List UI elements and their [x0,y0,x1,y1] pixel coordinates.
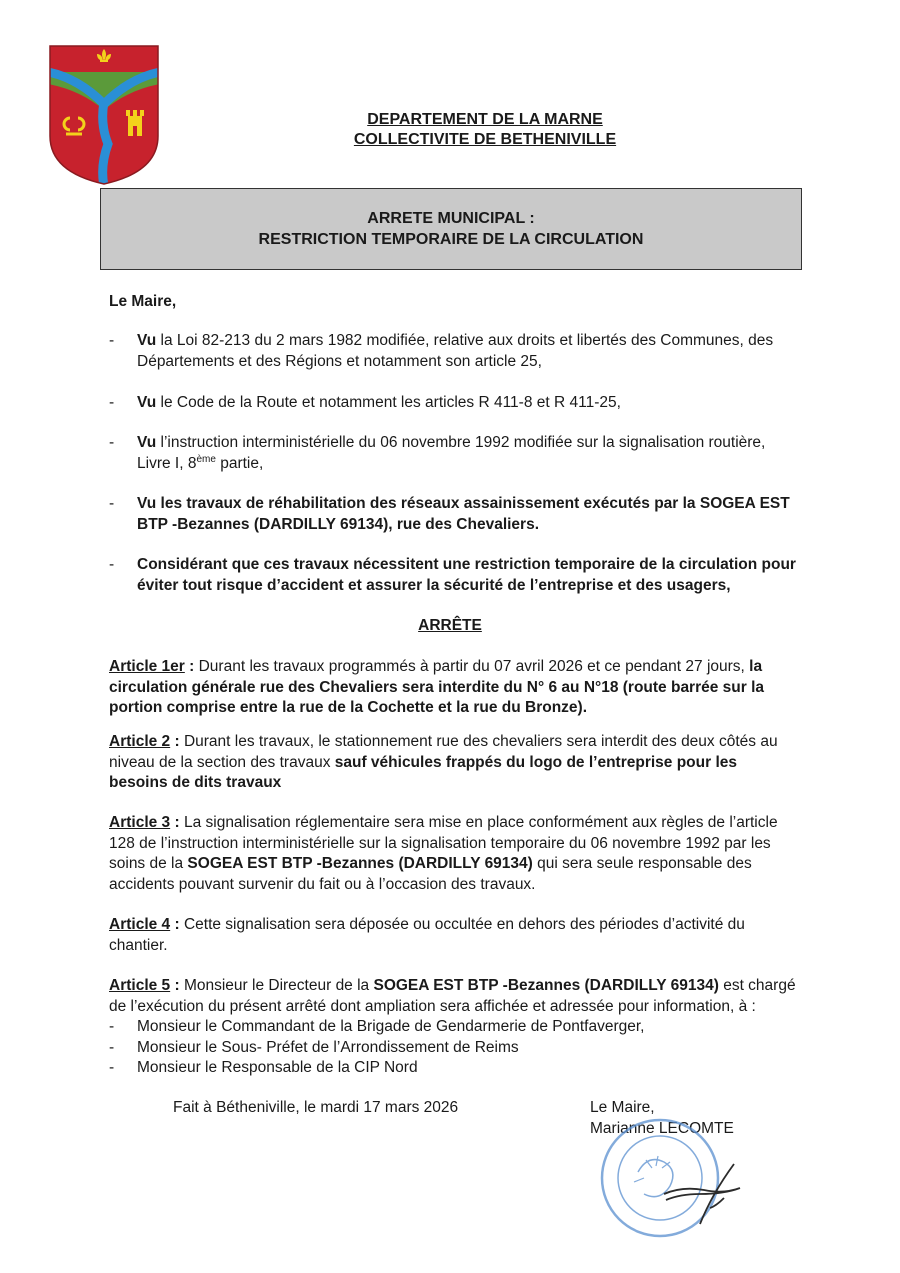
visa-item: - Vu l’instruction interministérielle du 06 novembre 1992 modifiée sur la signalisation routière, Livre I, 8ème partie, [109,434,766,472]
collectivity-line: COLLECTIVITE DE BETHENIVILLE [353,131,617,148]
title-box [100,188,802,270]
department-line: DEPARTEMENT DE LA MARNE [367,111,603,128]
list-item: - Monsieur le Sous- Préfet de l’Arrondissement de Reims [109,1038,519,1056]
list-item: - Monsieur le Commandant de la Brigade de Gendarmerie de Pontfaverger, [109,1018,645,1035]
stamp-icon [598,1112,748,1240]
visa-item: - Vu le Code de la Route et notamment les articles R 411-8 et R 411-25, [109,394,621,411]
article-1: Article 1er : Durant les travaux programmés à partir du 07 avril 2026 et ce pendant 27 jours, la circulation générale rue des Chevaliers sera interdite du N° 6 au N°18 (route barrée sur la portion comprise entre la rue de la Cochette et la rue du Bronze). [109,658,765,716]
signer-role: Le Maire, [590,1099,655,1116]
recipients-list [109,1017,799,1079]
article-2: Article 2 : Durant les travaux, le stationnement rue des chevaliers sera interdit des deux côtés au niveau de la section des travaux sauf véhicules frappés du logo de l’entreprise pour les besoins de dits travaux [109,733,778,791]
arrete-heading: ARRÊTE [418,617,482,634]
title-line-2: RESTRICTION TEMPORAIRE DE LA CIRCULATION [258,231,644,248]
article-5: Article 5 : Monsieur le Directeur de la SOGEA EST BTP -Bezannes (DARDILLY 69134) est chargé de l’exécution du présent arrêté dont ampliation sera affichée et adressée pour information, à : [109,977,796,1015]
article-3: Article 3 : La signalisation réglementaire sera mise en place conformément aux règles de l’article 128 de l’instruction interministérielle sur la signalisation temporaire du 06 novembre 1992 par les soins de la SOGEA EST BTP -Bezannes (DARDILLY 69134) qui sera seule responsable des accidents pouvant survenir du fait ou à l’occasion des travaux. [109,814,778,893]
signer-name: Marianne LECOMTE [590,1119,734,1137]
title-line-1: ARRETE MUNICIPAL : [367,210,535,227]
article-4: Article 4 : Cette signalisation sera déposée ou occultée en dehors des périodes d’activité du chantier. [109,916,745,954]
visa-item: - Vu les travaux de réhabilitation des réseaux assainissement exécutés par la SOGEA EST BTP -Bezannes (DARDILLY 69134), rue des Chevaliers. [109,495,790,533]
list-item: - Monsieur le Responsable de la CIP Nord [109,1059,418,1076]
opening: Le Maire, [109,293,177,310]
visa-item: - Vu la Loi 82-213 du 2 mars 1982 modifiée, relative aux droits et libertés des Communes, des Départements et des Régions et notamment son article 25, [109,332,774,370]
document-header [300,110,670,150]
visa-item: - Considérant que ces travaux nécessitent une restriction temporaire de la circulation pour éviter tout risque d’accident et assurer la sécurité de l’entreprise et des usagers, [109,556,796,594]
tower-icon [126,110,144,136]
coat-of-arms [48,44,160,186]
place-date: Fait à Bétheniville, le mardi 17 mars 2026 [173,1099,459,1116]
